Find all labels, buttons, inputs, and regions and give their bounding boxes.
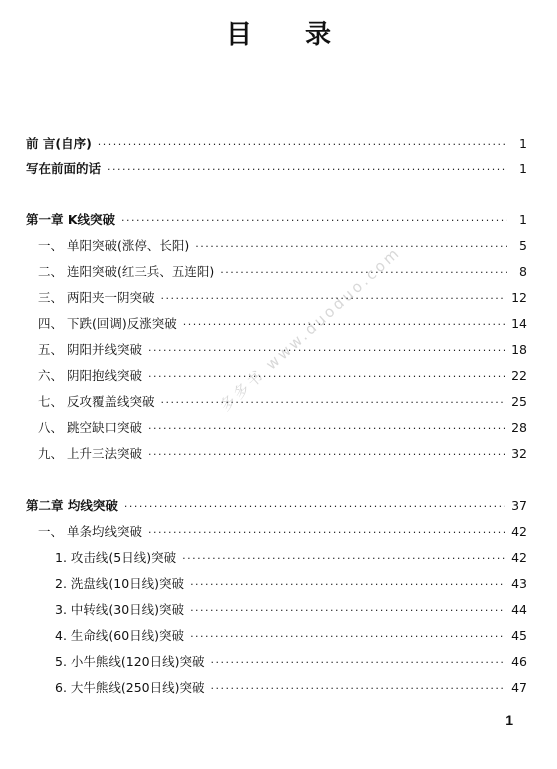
toc-leader-dots [121, 213, 507, 229]
toc-leader-dots [220, 265, 507, 281]
toc-section-page: 22 [511, 368, 527, 383]
toc-section-page: 25 [511, 394, 527, 409]
toc-section[interactable] [38, 524, 527, 541]
toc-entry-page: 1 [519, 161, 527, 176]
toc-section-label: 九、 上升三法突破 [38, 446, 142, 461]
toc-leader-dots [183, 317, 505, 333]
toc-section[interactable] [38, 446, 527, 463]
toc-section-label: 四、 下跌(回调)反涨突破 [38, 316, 177, 331]
toc-leader-dots [190, 577, 505, 593]
page-number: 1 [505, 712, 513, 728]
toc-leader-dots [160, 291, 505, 307]
toc-subsection-label: 2. 洗盘线(10日线)突破 [55, 576, 185, 591]
toc-section-page: 5 [519, 238, 527, 253]
toc-leader-dots [148, 525, 505, 541]
toc-entry[interactable] [26, 136, 527, 153]
toc-section[interactable] [38, 394, 527, 411]
toc-section-label: 七、 反攻覆盖线突破 [38, 394, 155, 409]
toc-section-page: 12 [511, 290, 527, 305]
toc-subsection-page: 44 [511, 602, 527, 617]
toc-section-page: 18 [511, 342, 527, 357]
toc-section-label: 五、 阴阳并线突破 [38, 342, 142, 357]
toc-chapter-page: 1 [519, 212, 527, 227]
page-title: 目 录 [225, 20, 354, 50]
toc-section[interactable] [38, 316, 527, 333]
toc-leader-dots [182, 551, 505, 567]
toc-leader-dots [195, 239, 507, 255]
toc-leader-dots [190, 629, 505, 645]
toc-leader-dots [148, 343, 505, 359]
toc-leader-dots [124, 499, 505, 515]
toc-section-page: 32 [511, 446, 527, 461]
toc-leader-dots [148, 369, 505, 385]
toc-subsection-page: 47 [511, 680, 527, 695]
toc-entry-label: 写在前面的话 [26, 161, 102, 176]
toc-leader-dots [190, 603, 505, 619]
toc-section-label: 三、 两阳夹一阴突破 [38, 290, 155, 305]
toc-subsection[interactable] [55, 602, 527, 619]
toc-entry-label: 前 言(自序) [26, 136, 92, 151]
toc-section[interactable] [38, 420, 527, 437]
toc-chapter-page: 37 [511, 498, 527, 513]
toc-chapter-label: 第二章 均线突破 [26, 498, 118, 513]
toc-section-page: 14 [511, 316, 527, 331]
toc-subsection[interactable] [55, 628, 527, 645]
toc-section[interactable] [38, 238, 527, 255]
toc-section-label: 一、 单阳突破(涨停、长阳) [38, 238, 190, 253]
toc-entry-page: 1 [519, 136, 527, 151]
toc-subsection-page: 42 [511, 550, 527, 565]
toc-section-page: 42 [511, 524, 527, 539]
toc-leader-dots [107, 162, 507, 178]
toc-section-label: 六、 阴阳抱线突破 [38, 368, 142, 383]
toc-leader-dots [211, 655, 506, 671]
toc-subsection-page: 46 [511, 654, 527, 669]
toc-chapter[interactable] [26, 498, 527, 515]
toc-section-label: 八、 跳空缺口突破 [38, 420, 142, 435]
toc-section-page: 8 [519, 264, 527, 279]
toc-subsection-label: 4. 生命线(60日线)突破 [55, 628, 185, 643]
toc-subsection-label: 1. 攻击线(5日线)突破 [55, 550, 177, 565]
toc-section[interactable] [38, 290, 527, 307]
toc-section-page: 28 [511, 420, 527, 435]
toc-subsection-page: 45 [511, 628, 527, 643]
toc-section[interactable] [38, 368, 527, 385]
toc-leader-dots [160, 395, 505, 411]
toc-chapter[interactable] [26, 212, 527, 229]
watermark: 多多书 www.duoduo.com [216, 242, 405, 415]
toc-section[interactable] [38, 342, 527, 359]
toc-leader-dots [98, 137, 507, 153]
toc-chapter-label: 第一章 K线突破 [26, 212, 116, 227]
toc-subsection-page: 43 [511, 576, 527, 591]
toc-subsection[interactable] [55, 680, 527, 697]
toc-subsection[interactable] [55, 550, 527, 567]
toc-entry[interactable] [26, 161, 527, 178]
toc-section-label: 二、 连阳突破(红三兵、五连阳) [38, 264, 215, 279]
toc-subsection-label: 6. 大牛熊线(250日线)突破 [55, 680, 205, 695]
toc-leader-dots [211, 681, 506, 697]
toc-subsection-label: 3. 中转线(30日线)突破 [55, 602, 185, 617]
toc-section[interactable] [38, 264, 527, 281]
toc-subsection-label: 5. 小牛熊线(120日线)突破 [55, 654, 205, 669]
toc-subsection[interactable] [55, 654, 527, 671]
toc-leader-dots [148, 447, 505, 463]
toc-section-label: 一、 单条均线突破 [38, 524, 142, 539]
toc-leader-dots [148, 421, 505, 437]
toc-subsection[interactable] [55, 576, 527, 593]
